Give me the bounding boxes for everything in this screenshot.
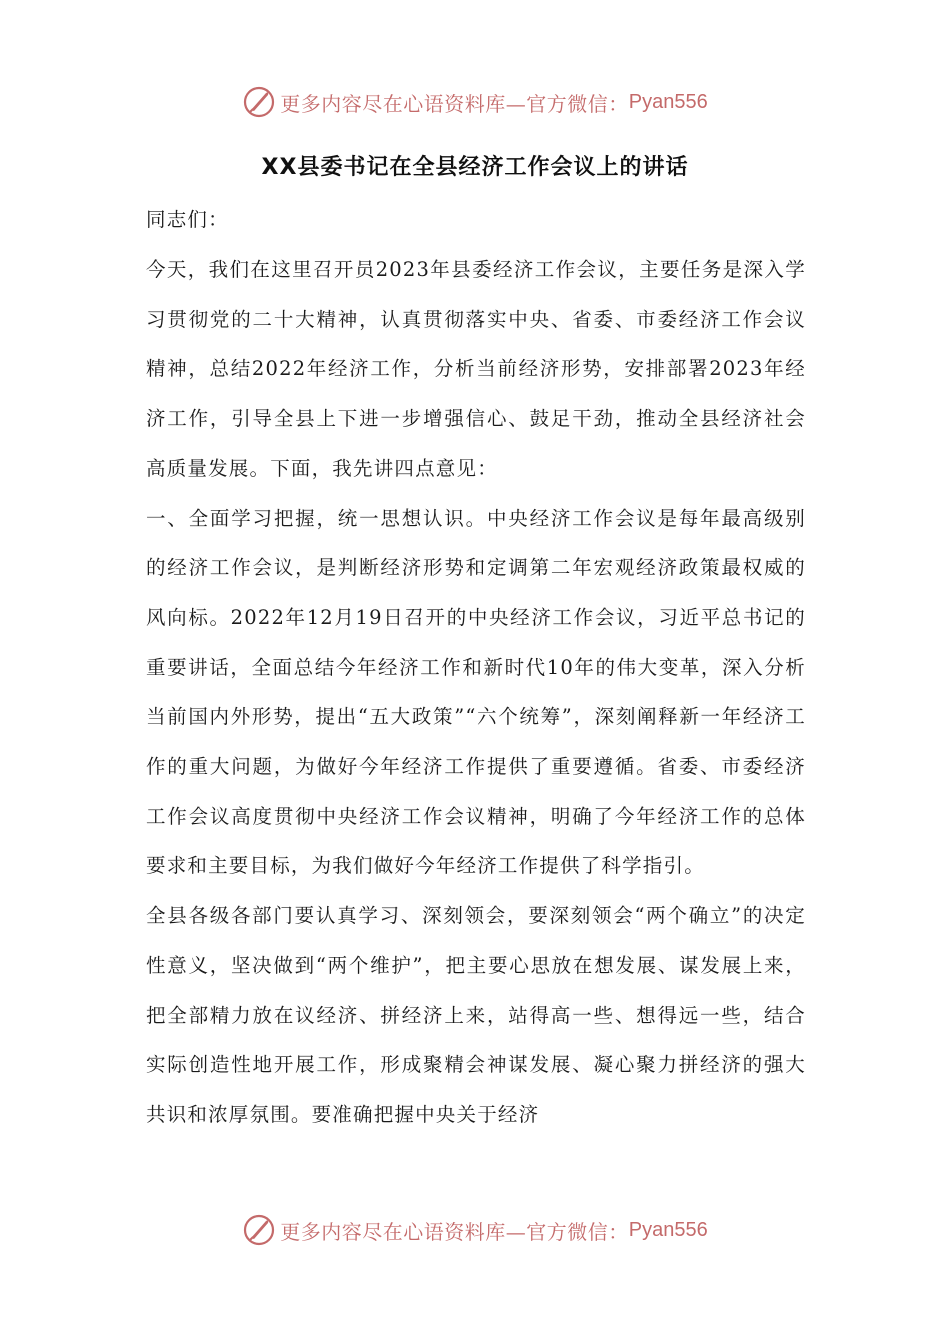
paragraph: 一、全面学习把握，统一思想认识。中央经济工作会议是每年最高级别的经济工作会议，是判断经济形势和定调第二年宏观经济政策最权威的风向标。2022年12月19日召开的中央经济工作会议，习近平总书记的重要讲话，全面总结今年经济工作和新时代10年的伟大变革，深入分析当前国内外形势，提出“五大政策”“六个统筹”，深刻阐释新一年经济工作的重大问题，为做好今年经济工作提供了重要遵循。省委、市委经济工作会议高度贯彻中央经济工作会议精神，明确了今年经济工作的总体要求和主要目标，为我们做好今年经济工作提供了科学指引。 xyxy=(146,506,806,878)
quill-logo-icon xyxy=(242,1213,276,1247)
paragraph: 今天，我们在这里召开员2023年县委经济工作会议，主要任务是深入学习贯彻党的二十大精神，认真贯彻落实中央、省委、市委经济工作会议精神，总结2022年经济工作，分析当前经济形势，安排部署2023年经济工作，引导全县上下进一步增强信心、鼓足干劲，推动全县经济社会高质量发展。下面，我先讲四点意见： xyxy=(146,258,806,480)
paragraph: 全县各级各部门要认真学习、深刻领会，要深刻领会“两个确立”的决定性意义，坚决做到“两个维护”，把主要心思放在想发展、谋发展上来，把全部精力放在议经济、拼经济上来，站得高一些、想得远一些，结合实际创造性地开展工作，形成聚精会神谋发展、凝心聚力拼经济的强大共识和浓厚氛围。要准确把握中央关于经济 xyxy=(146,904,806,1126)
watermark-wechat-id: Pyan556 xyxy=(628,90,708,113)
document-title: XX县委书记在全县经济工作会议上的讲话 xyxy=(261,155,689,180)
watermark-header xyxy=(0,82,950,122)
salutation: 同志们： xyxy=(146,208,229,231)
watermark-footer xyxy=(0,1210,950,1250)
watermark-text: 更多内容尽在心语资料库—官方微信： xyxy=(280,91,629,116)
watermark-text: 更多内容尽在心语资料库—官方微信： xyxy=(280,1219,629,1244)
watermark-wechat-id: Pyan556 xyxy=(628,1218,708,1241)
quill-logo-icon xyxy=(242,85,276,119)
document-body xyxy=(146,195,806,1140)
